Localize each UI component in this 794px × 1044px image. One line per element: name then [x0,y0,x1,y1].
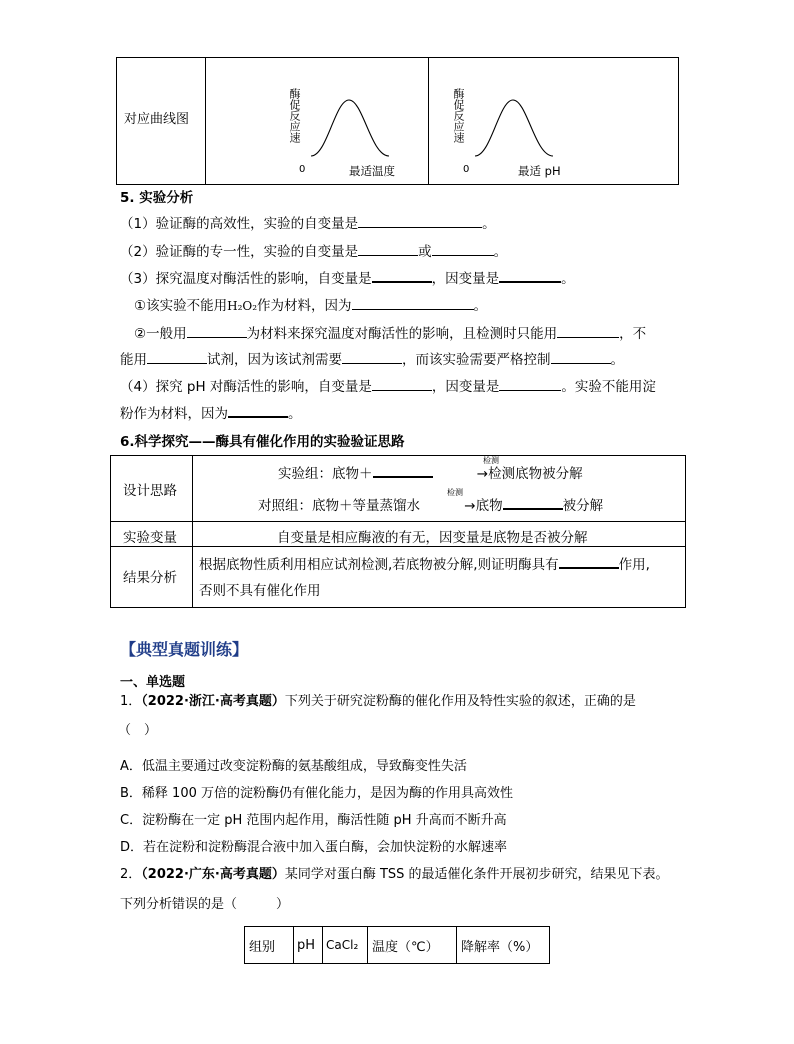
question-2: 2．（2022·广东·高考真题）某同学对蛋白酶 TSS 的最适催化条件开展初步研究，结果见下表。 [120,867,669,882]
experimental-group: 实验组：底物＋ 检测 →检测底物被分解 [278,456,583,482]
option-1d: D．若在淀粉和淀粉酶混合液中加入蛋白酶，会加快淀粉的水解速率 [120,840,508,855]
result-label: 结果分析 [123,570,177,586]
analysis-line-7: （4）探究 pH 对酶活性的影响，自变量是 ，因变量是 。实验不能用淀 [120,379,656,395]
analysis-line-4: ①该实验不能用H₂O₂作为材料，因为 。 [134,298,488,314]
question-2-table [244,926,550,964]
detect-arrow-2: 检测 [447,488,463,497]
curve-col-divider-2 [428,58,429,184]
option-1a: A．低温主要通过改变淀粉酶的氨基酸组成，导致酶变性失活 [120,759,467,774]
section-5-title: 5. 实验分析 [120,190,194,206]
right-graph-xlabel: 最适 pH [518,164,561,178]
verification-table [110,455,686,608]
analysis-line-8: 粉作为材料，因为 。 [120,406,302,422]
option-1c: C．淀粉酶在一定 pH 范围内起作用，酶活性随 pH 升高而不断升高 [120,813,507,828]
result-line-2: 否则不具有催化作用 [199,583,321,599]
ph-curve [471,98,576,160]
temperature-curve [307,98,412,160]
curve-col-divider-1 [205,58,206,184]
detect-arrow: 检测 [483,456,499,465]
variable-label: 实验变量 [123,530,177,546]
question-1-paren: （ ） [118,723,158,738]
col-ph: pH [294,927,323,964]
section-6-title: 6.科学探究——酶具有催化作用的实验验证思路 [120,434,405,450]
col-group: 组别 [245,927,294,964]
analysis-line-3: （3）探究温度对酶活性的影响，自变量是 ，因变量是 。 [120,271,575,287]
right-graph-ylabel: 酶促反应速 [452,88,465,143]
analysis-line-5: ②一般用 为材料来探究温度对酶活性的影响，且检测时只能用 ，不 [134,326,647,342]
analysis-line-2: （2）验证酶的专一性，实验的自变量是 或 。 [120,244,508,260]
col-temp: 温度（℃） [368,927,457,964]
curve-row-label: 对应曲线图 [124,112,190,127]
training-title: 【典型真题训练】 [120,640,249,659]
left-graph-xlabel: 最适温度 [349,164,395,178]
verify-row-divider-1 [111,521,685,522]
variable-text: 自变量是相应酶液的有无，因变量是底物是否被分解 [277,530,588,546]
verify-row-divider-2 [111,546,685,547]
curve-table [116,57,679,185]
left-graph-origin: 0 [299,164,306,175]
verify-col-divider [192,456,193,607]
col-rate: 降解率（%） [457,927,550,964]
option-1b: B．稀释 100 万倍的淀粉酶仍有催化能力，是因为酶的作用具高效性 [120,786,513,801]
col-cacl2: CaCl₂ [323,927,368,964]
table-header-row [245,927,550,964]
result-line-1: 根据底物性质利用相应试剂检测,若底物被分解,则证明酶具有 作用, [199,557,650,573]
analysis-line-1: （1）验证酶的高效性，实验的自变量是 。 [120,216,496,232]
question-2-line-2: 下列分析错误的是（ ） [120,897,290,912]
analysis-line-6: 能用 试剂，因为该试剂需要 ，而该实验需要严格控制 。 [120,352,624,368]
left-graph-ylabel: 酶促反应速 [288,88,301,143]
question-1: 1．（2022·浙江·高考真题）下列关于研究淀粉酶的催化作用及特性实验的叙述，正确的是 [120,694,636,709]
right-graph-origin: 0 [463,164,470,175]
control-group: 对照组：底物＋等量蒸馏水 检测 →底物 被分解 [258,488,604,514]
design-label: 设计思路 [123,483,177,499]
section-single-choice: 一、单选题 [120,675,186,690]
